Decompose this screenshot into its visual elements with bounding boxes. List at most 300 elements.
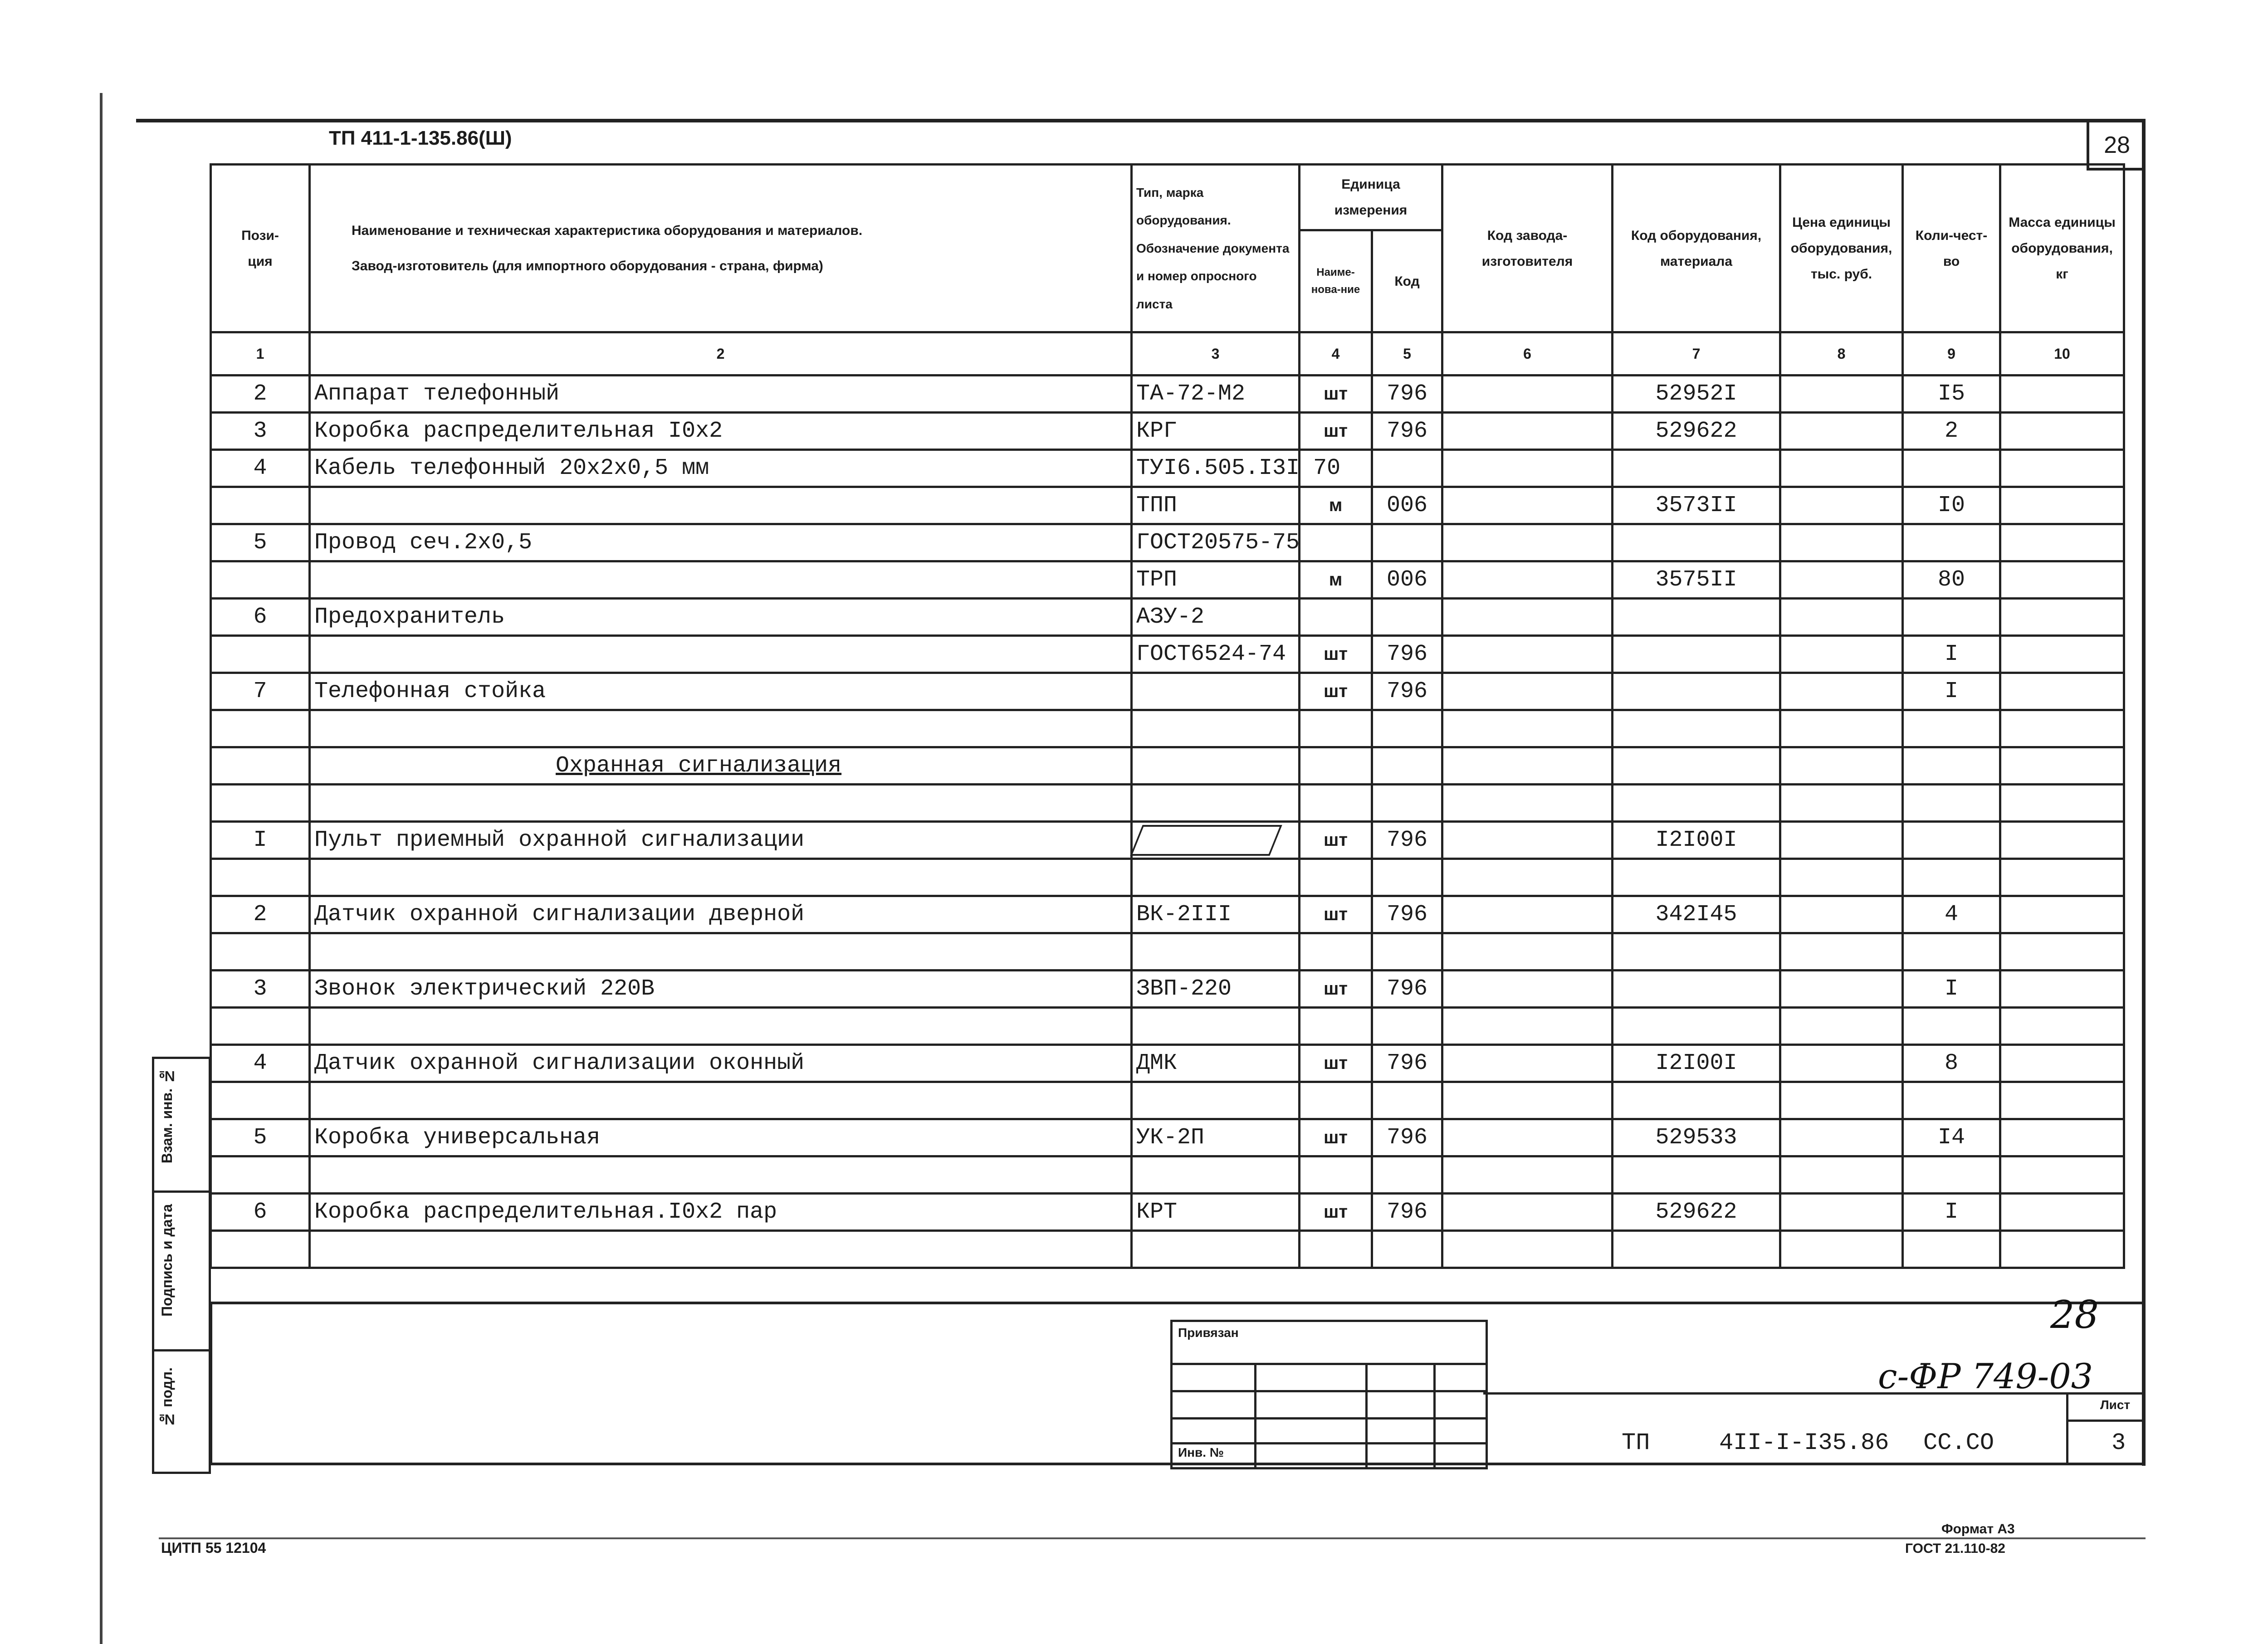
unit-code-cell: 796 — [1372, 413, 1442, 450]
equip-code-cell — [1613, 524, 1780, 561]
equip-code-cell — [1613, 636, 1780, 673]
name-cell: Аппарат телефонный — [310, 376, 1132, 413]
position-cell: 6 — [211, 599, 310, 636]
mfr-code-cell — [1442, 710, 1613, 747]
quantity-cell — [1903, 1156, 2000, 1194]
type-cell: ЗВП-220 — [1132, 971, 1300, 1008]
price-cell — [1780, 1231, 1903, 1268]
mass-cell — [2000, 822, 2124, 859]
inv-no-label: Инв. № — [1178, 1445, 1224, 1459]
price-cell — [1780, 785, 1903, 822]
equip-code-cell — [1613, 710, 1780, 747]
sheet-number-top: 28 — [2087, 122, 2145, 171]
equip-code-cell — [1613, 1156, 1780, 1194]
quantity-cell — [1903, 747, 2000, 785]
mfr-code-cell — [1442, 822, 1613, 859]
position-cell — [211, 636, 310, 673]
column-number: 3 — [1132, 332, 1300, 376]
quantity-cell: I5 — [1903, 376, 2000, 413]
quantity-cell: 8 — [1903, 1045, 2000, 1082]
equip-code-cell — [1613, 1231, 1780, 1268]
table-row — [211, 747, 2124, 785]
mfr-code-cell — [1442, 896, 1613, 933]
type-cell — [1132, 1231, 1300, 1268]
price-cell — [1780, 450, 1903, 487]
specification-body — [211, 376, 2124, 1268]
handwritten-number: 28 — [2050, 1293, 2099, 1337]
mfr-code-cell — [1442, 859, 1613, 896]
type-cell — [1132, 822, 1300, 859]
unit-code-cell: 796 — [1372, 822, 1442, 859]
strip-label-inv-zam: Взам. инв. № — [159, 1068, 175, 1164]
unit-name-cell — [1300, 599, 1372, 636]
unit-code-cell: 796 — [1372, 1194, 1442, 1231]
mfr-code-cell — [1442, 1082, 1613, 1119]
column-number: 9 — [1903, 332, 2000, 376]
quantity-cell: I0 — [1903, 487, 2000, 524]
type-cell — [1132, 1082, 1300, 1119]
column-number: 2 — [310, 332, 1132, 376]
privyazan-label: Привязан — [1178, 1326, 1239, 1340]
position-cell: 5 — [211, 524, 310, 561]
table-row — [211, 859, 2124, 896]
position-cell: 3 — [211, 413, 310, 450]
unit-name-cell — [1300, 785, 1372, 822]
header-type: Тип, марка оборудования. Обозначение документа и номер опросного листа — [1132, 165, 1300, 332]
position-cell: 6 — [211, 1194, 310, 1231]
footer-left-code: ЦИТП 55 12104 — [161, 1540, 266, 1556]
name-cell — [310, 1231, 1132, 1268]
mass-cell — [2000, 487, 2124, 524]
equip-code-cell — [1613, 450, 1780, 487]
table-row — [211, 1231, 2124, 1268]
unit-code-cell: 796 — [1372, 1045, 1442, 1082]
table-row — [211, 785, 2124, 822]
mass-cell — [2000, 450, 2124, 487]
price-cell — [1780, 1194, 1903, 1231]
header-unit-name: Наиме-нова-ние — [1300, 230, 1372, 332]
name-cell — [310, 859, 1132, 896]
footer-gost: ГОСТ 21.110-82 — [1905, 1541, 2005, 1556]
unit-code-cell — [1372, 1008, 1442, 1045]
equip-code-cell — [1613, 1082, 1780, 1119]
position-cell — [211, 1008, 310, 1045]
table-row — [211, 524, 2124, 561]
quantity-cell — [1903, 599, 2000, 636]
unit-name-cell: м — [1300, 561, 1372, 599]
unit-code-cell — [1372, 859, 1442, 896]
mfr-code-cell — [1442, 376, 1613, 413]
mfr-code-cell — [1442, 1045, 1613, 1082]
table-row — [211, 1008, 2124, 1045]
type-cell: КРТ — [1132, 1194, 1300, 1231]
type-cell — [1132, 1008, 1300, 1045]
unit-name-cell: шт — [1300, 376, 1372, 413]
header-price: Цена единицы оборудования, тыс. руб. — [1780, 165, 1903, 332]
equip-code-cell: 342I45 — [1613, 896, 1780, 933]
quantity-cell — [1903, 1231, 2000, 1268]
position-cell — [211, 859, 310, 896]
position-cell — [211, 1156, 310, 1194]
unit-name-cell: шт — [1300, 1194, 1372, 1231]
mass-cell — [2000, 710, 2124, 747]
name-cell — [310, 1008, 1132, 1045]
table-row — [211, 376, 2124, 413]
list-label: Лист — [2100, 1398, 2131, 1412]
position-cell — [211, 1082, 310, 1119]
position-cell — [211, 561, 310, 599]
table-row — [211, 599, 2124, 636]
type-cell — [1132, 673, 1300, 710]
name-cell: Звонок электрический 220В — [310, 971, 1132, 1008]
unit-name-cell: шт — [1300, 636, 1372, 673]
unit-code-cell: 796 — [1372, 896, 1442, 933]
table-row — [211, 1045, 2124, 1082]
name-cell: Телефонная стойка — [310, 673, 1132, 710]
quantity-cell: I — [1903, 636, 2000, 673]
equip-code-cell: 529533 — [1613, 1119, 1780, 1156]
table-row — [211, 636, 2124, 673]
mfr-code-cell — [1442, 413, 1613, 450]
quantity-cell — [1903, 524, 2000, 561]
position-cell: 2 — [211, 376, 310, 413]
mfr-code-cell — [1442, 561, 1613, 599]
name-cell: Предохранитель — [310, 599, 1132, 636]
mass-cell — [2000, 1008, 2124, 1045]
equip-code-cell — [1613, 673, 1780, 710]
price-cell — [1780, 971, 1903, 1008]
mass-cell — [2000, 785, 2124, 822]
name-cell — [310, 636, 1132, 673]
table-row — [211, 896, 2124, 933]
price-cell — [1780, 1082, 1903, 1119]
header-mass: Масса единицы оборудования, кг — [2000, 165, 2124, 332]
frame-right-line — [2142, 119, 2146, 1466]
equip-code-cell — [1613, 1008, 1780, 1045]
name-cell: Кабель телефонный 20х2х0,5 мм — [310, 450, 1132, 487]
quantity-cell: 2 — [1903, 413, 2000, 450]
table-row — [211, 1119, 2124, 1156]
quantity-cell — [1903, 933, 2000, 971]
column-number: 1 — [211, 332, 310, 376]
mass-cell — [2000, 524, 2124, 561]
position-cell: 4 — [211, 450, 310, 487]
name-cell: Провод сеч.2х0,5 — [310, 524, 1132, 561]
mass-cell — [2000, 636, 2124, 673]
title-section: СС.СО — [1923, 1429, 1994, 1456]
type-cell: ВК-2III — [1132, 896, 1300, 933]
privyazan-box — [1170, 1320, 1488, 1469]
unit-code-cell — [1372, 1156, 1442, 1194]
type-cell: ТПП — [1132, 487, 1300, 524]
column-number: 4 — [1300, 332, 1372, 376]
name-cell: Датчик охранной сигнализации дверной — [310, 896, 1132, 933]
price-cell — [1780, 1156, 1903, 1194]
price-cell — [1780, 822, 1903, 859]
mfr-code-cell — [1442, 450, 1613, 487]
quantity-cell — [1903, 710, 2000, 747]
title-project-number: 4II-I-I35.86 — [1719, 1429, 1889, 1456]
unit-code-cell — [1372, 785, 1442, 822]
position-cell: I — [211, 822, 310, 859]
left-margin-line — [100, 93, 103, 1644]
type-cell: ТРП — [1132, 561, 1300, 599]
price-cell — [1780, 1008, 1903, 1045]
mass-cell — [2000, 561, 2124, 599]
quantity-cell: I — [1903, 1194, 2000, 1231]
list-box — [2066, 1392, 2144, 1465]
unit-code-cell — [1372, 933, 1442, 971]
table-row — [211, 933, 2124, 971]
strip-label-inv-podl: № подл. — [159, 1367, 175, 1428]
price-cell — [1780, 599, 1903, 636]
mfr-code-cell — [1442, 747, 1613, 785]
header-unit-code: Код — [1372, 230, 1442, 332]
unit-name-cell: шт — [1300, 1045, 1372, 1082]
unit-code-cell: 796 — [1372, 971, 1442, 1008]
column-number: 10 — [2000, 332, 2124, 376]
unit-name-cell: шт — [1300, 971, 1372, 1008]
equip-code-cell: 3573II — [1613, 487, 1780, 524]
unit-code-cell — [1372, 1082, 1442, 1119]
quantity-cell — [1903, 859, 2000, 896]
unit-code-cell: 006 — [1372, 487, 1442, 524]
header-name-line2: Завод-изготовитель (для импортного оборудования - страна, фирма) — [352, 258, 823, 273]
table-row — [211, 450, 2124, 487]
header-mfr-code: Код завода-изготовителя — [1442, 165, 1613, 332]
position-cell — [211, 785, 310, 822]
unit-name-cell: шт — [1300, 896, 1372, 933]
quantity-cell — [1903, 1008, 2000, 1045]
price-cell — [1780, 673, 1903, 710]
mass-cell — [2000, 1119, 2124, 1156]
table-row — [211, 673, 2124, 710]
unit-code-cell: 006 — [1372, 561, 1442, 599]
table-row — [211, 710, 2124, 747]
price-cell — [1780, 413, 1903, 450]
handwritten-code: с-ФР 749-03 — [1878, 1356, 2093, 1396]
header-equip-code: Код оборудования, материала — [1613, 165, 1780, 332]
frame-top-line — [136, 119, 2146, 122]
quantity-cell — [1903, 1082, 2000, 1119]
price-cell — [1780, 376, 1903, 413]
mfr-code-cell — [1442, 1008, 1613, 1045]
unit-code-cell: 796 — [1372, 1119, 1442, 1156]
equip-code-cell: 529622 — [1613, 413, 1780, 450]
unit-name-cell — [1300, 747, 1372, 785]
title-block-top-line — [210, 1302, 2142, 1304]
position-cell: 4 — [211, 1045, 310, 1082]
quantity-cell — [1903, 822, 2000, 859]
unit-code-cell — [1372, 710, 1442, 747]
type-cell: АЗУ-2 — [1132, 599, 1300, 636]
name-cell — [310, 1082, 1132, 1119]
unit-name-cell — [1300, 1008, 1372, 1045]
mfr-code-cell — [1442, 785, 1613, 822]
name-cell: Коробка универсальная — [310, 1119, 1132, 1156]
unit-name-cell — [1300, 1156, 1372, 1194]
name-cell — [310, 710, 1132, 747]
price-cell — [1780, 747, 1903, 785]
price-cell — [1780, 710, 1903, 747]
price-cell — [1780, 487, 1903, 524]
table-row — [211, 822, 2124, 859]
equip-code-cell — [1613, 599, 1780, 636]
mfr-code-cell — [1442, 1194, 1613, 1231]
quantity-cell: I — [1903, 673, 2000, 710]
mass-cell — [2000, 1156, 2124, 1194]
header-name — [310, 165, 1132, 332]
position-cell: 5 — [211, 1119, 310, 1156]
mfr-code-cell — [1442, 599, 1613, 636]
table-row — [211, 1082, 2124, 1119]
table-row — [211, 1194, 2124, 1231]
footer-format: Формат А3 — [1941, 1522, 2015, 1537]
price-cell — [1780, 524, 1903, 561]
specification-table — [210, 163, 2125, 1269]
mass-cell — [2000, 1231, 2124, 1268]
quantity-cell: I4 — [1903, 1119, 2000, 1156]
position-cell: 2 — [211, 896, 310, 933]
list-value: 3 — [2112, 1429, 2126, 1456]
unit-name-cell: шт — [1300, 413, 1372, 450]
mfr-code-cell — [1442, 524, 1613, 561]
unit-code-cell: 796 — [1372, 636, 1442, 673]
header-unit: Единица измерения — [1300, 165, 1442, 230]
type-cell — [1132, 747, 1300, 785]
mass-cell — [2000, 1082, 2124, 1119]
type-cell — [1132, 933, 1300, 971]
equip-code-cell: 529622 — [1613, 1194, 1780, 1231]
unit-name-cell: шт — [1300, 1119, 1372, 1156]
type-cell: ДМК — [1132, 1045, 1300, 1082]
column-number: 8 — [1780, 332, 1903, 376]
unit-code-cell — [1372, 747, 1442, 785]
document-code-header: ТП 411-1-135.86(Ш) — [329, 127, 512, 149]
name-cell: Пульт приемный охранной сигнализации — [310, 822, 1132, 859]
type-cell: ГОСТ6524-74 — [1132, 636, 1300, 673]
header-position: Пози- ция — [211, 165, 310, 332]
unit-name-cell: м — [1300, 487, 1372, 524]
equip-code-cell: 3575II — [1613, 561, 1780, 599]
name-cell — [310, 487, 1132, 524]
unit-name-cell — [1300, 524, 1372, 561]
name-cell: Датчик охранной сигнализации оконный — [310, 1045, 1132, 1082]
section-heading: Охранная сигнализация — [310, 747, 1132, 785]
equip-code-cell — [1613, 785, 1780, 822]
price-cell — [1780, 896, 1903, 933]
table-row — [211, 971, 2124, 1008]
name-cell — [310, 561, 1132, 599]
quantity-cell — [1903, 785, 2000, 822]
mass-cell — [2000, 933, 2124, 971]
type-cell — [1132, 1156, 1300, 1194]
mass-cell — [2000, 413, 2124, 450]
position-cell — [211, 747, 310, 785]
unit-name-cell: шт — [1300, 822, 1372, 859]
name-cell — [310, 933, 1132, 971]
table-row — [211, 561, 2124, 599]
unit-code-cell — [1372, 599, 1442, 636]
unit-name-cell — [1300, 1231, 1372, 1268]
type-cell — [1132, 785, 1300, 822]
mfr-code-cell — [1442, 673, 1613, 710]
price-cell — [1780, 561, 1903, 599]
column-number: 7 — [1613, 332, 1780, 376]
position-cell — [211, 933, 310, 971]
mfr-code-cell — [1442, 933, 1613, 971]
mass-cell — [2000, 747, 2124, 785]
price-cell — [1780, 859, 1903, 896]
type-cell: УК-2П — [1132, 1119, 1300, 1156]
type-cell: ТУI6.505.I3I 70 — [1132, 450, 1300, 487]
name-cell: Коробка распределительная.I0х2 пар — [310, 1194, 1132, 1231]
price-cell — [1780, 1119, 1903, 1156]
unit-code-cell: 796 — [1372, 376, 1442, 413]
unit-code-cell — [1372, 1231, 1442, 1268]
column-number: 6 — [1442, 332, 1613, 376]
equip-code-cell — [1613, 971, 1780, 1008]
mfr-code-cell — [1442, 971, 1613, 1008]
mfr-code-cell — [1442, 487, 1613, 524]
type-cell: ТА-72-М2 — [1132, 376, 1300, 413]
header-name-line1: Наименование и техническая характеристика оборудования и материалов. — [352, 223, 863, 238]
type-cell: КРГ — [1132, 413, 1300, 450]
type-cell — [1132, 859, 1300, 896]
mfr-code-cell — [1442, 636, 1613, 673]
equip-code-cell: 52952I — [1613, 376, 1780, 413]
position-cell — [211, 487, 310, 524]
mass-cell — [2000, 599, 2124, 636]
type-placeholder-shape — [1130, 825, 1282, 856]
quantity-cell: I — [1903, 971, 2000, 1008]
name-cell — [310, 1156, 1132, 1194]
type-cell — [1132, 710, 1300, 747]
mfr-code-cell — [1442, 1156, 1613, 1194]
position-cell: 3 — [211, 971, 310, 1008]
type-cell: ГОСТ20575-75 — [1132, 524, 1300, 561]
mfr-code-cell — [1442, 1231, 1613, 1268]
price-cell — [1780, 1045, 1903, 1082]
unit-name-cell — [1300, 859, 1372, 896]
mass-cell — [2000, 376, 2124, 413]
price-cell — [1780, 636, 1903, 673]
column-number-row — [211, 332, 2124, 376]
mass-cell — [2000, 1045, 2124, 1082]
strip-label-sign-date: Подпись и дата — [159, 1204, 175, 1317]
mass-cell — [2000, 859, 2124, 896]
unit-code-cell — [1372, 450, 1442, 487]
title-tp: ТП — [1622, 1429, 1650, 1456]
price-cell — [1780, 933, 1903, 971]
position-cell — [211, 710, 310, 747]
position-cell — [211, 1231, 310, 1268]
mass-cell — [2000, 896, 2124, 933]
name-cell: Коробка распределительная I0х2 — [310, 413, 1132, 450]
unit-name-cell — [1300, 1082, 1372, 1119]
mass-cell — [2000, 971, 2124, 1008]
equip-code-cell — [1613, 747, 1780, 785]
quantity-cell: 80 — [1903, 561, 2000, 599]
table-row — [211, 413, 2124, 450]
mass-cell — [2000, 673, 2124, 710]
quantity-cell: 4 — [1903, 896, 2000, 933]
table-row — [211, 487, 2124, 524]
mass-cell — [2000, 1194, 2124, 1231]
header-quantity: Коли-чест-во — [1903, 165, 2000, 332]
unit-code-cell: 796 — [1372, 673, 1442, 710]
name-cell — [310, 785, 1132, 822]
